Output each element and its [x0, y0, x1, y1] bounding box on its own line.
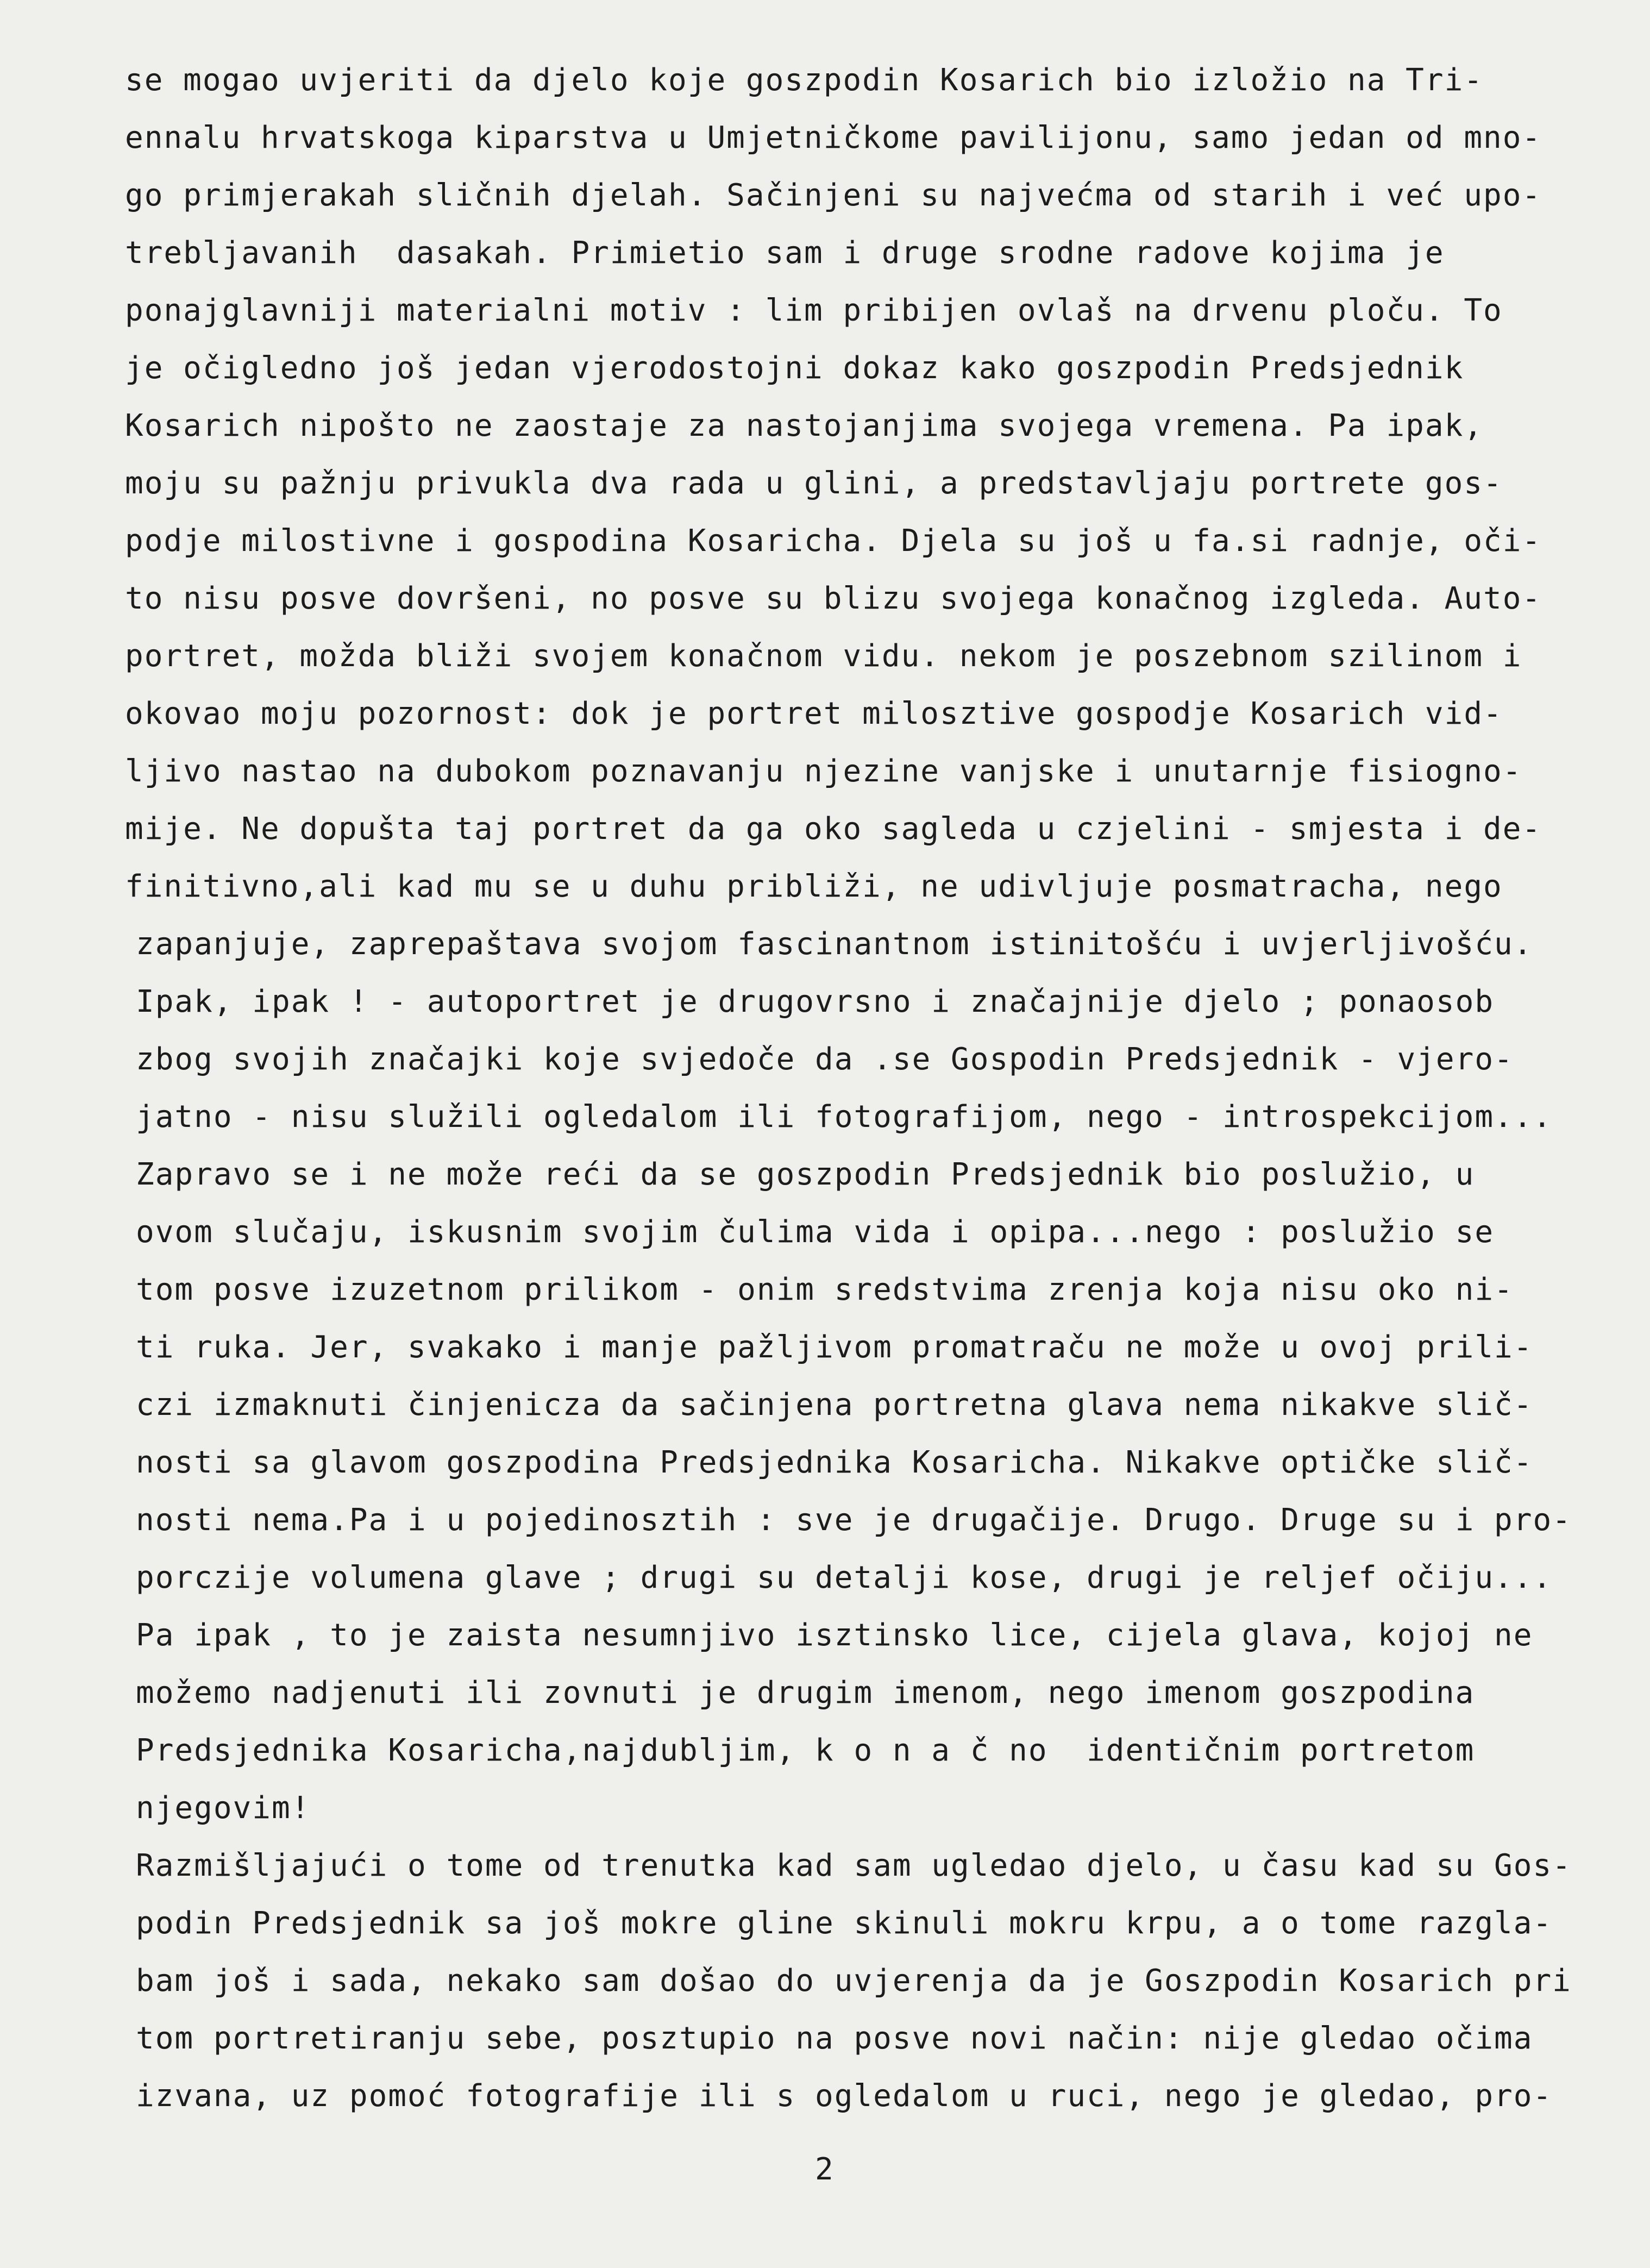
text-line: bam još i sada, nekako sam došao do uvjerenja da je Goszpodin Kosarich pri [136, 1963, 1572, 1998]
text-line: zbog svojih značajki koje svjedoče da .se Gospodin Predsjednik - vjero- [136, 1042, 1514, 1077]
text-line: je očigledno još jedan vjerodostojni dokaz kako goszpodin Predsjednik [125, 350, 1464, 386]
text-line: podin Predsjednik sa još mokre gline skinuli mokru krpu, a o tome razgla- [136, 1906, 1553, 1941]
text-line: trebljavanih dasakah. Primietio sam i druge srodne radove kojima je [125, 235, 1445, 271]
text-line: go primjerakah sličnih djelah. Sačinjeni su najvećma od starih i već upo- [125, 178, 1542, 213]
text-line: ti ruka. Jer, svakako i manje pažljivom promatraču ne može u ovoj prili- [136, 1330, 1533, 1365]
text-line: ponajglavniji materialni motiv : lim pribijen ovlaš na drvenu ploču. To [125, 293, 1503, 328]
text-line: Pa ipak , to je zaista nesumnjivo isztinsko lice, cijela glava, kojoj ne [136, 1618, 1533, 1653]
text-line: portret, možda bliži svojem konačnom vidu. nekom je poszebnom szilinom i [125, 638, 1522, 674]
text-line: njegovim! [136, 1790, 311, 1826]
text-line: jatno - nisu služili ogledalom ili fotografijom, nego - introspekcijom... [136, 1099, 1553, 1135]
text-line: zapanjuje, zaprepaštava svojom fascinantnom istinitošću i uvjerljivošću. [136, 926, 1533, 962]
page-number: 2 [815, 2152, 833, 2187]
text-line: finitivno,ali kad mu se u duhu približi, ne udivljuje posmatracha, nego [125, 869, 1503, 904]
text-line: možemo nadjenuti ili zovnuti je drugim imenom, nego imenom goszpodina [136, 1675, 1475, 1711]
text-line: Zapravo se i ne može reći da se goszpodin Predsjednik bio poslužio, u [136, 1157, 1475, 1192]
text-line: izvana, uz pomoć fotografije ili s ogledalom u ruci, nego je gledao, pro- [136, 2078, 1553, 2114]
text-line: Kosarich nipošto ne zaostaje za nastojanjima svojega vremena. Pa ipak, [125, 408, 1484, 443]
text-line: czi izmaknuti činjenicza da sačinjena portretna glava nema nikakve slič- [136, 1387, 1533, 1423]
text-line: to nisu posve dovršeni, no posve su blizu svojega konačnog izgleda. Auto- [125, 581, 1542, 616]
text-line: tom portretiranju sebe, posztupio na posve novi način: nije gledao očima [136, 2021, 1533, 2056]
text-line: mije. Ne dopušta taj portret da ga oko sagleda u czjelini - smjesta i de- [125, 811, 1542, 847]
text-line: okovao moju pozornost: dok je portret milosztive gospodje Kosarich vid- [125, 696, 1503, 731]
text-line: ljivo nastao na dubokom poznavanju njezine vanjske i unutarnje fisiogno- [125, 754, 1522, 789]
text-line: nosti sa glavom goszpodina Predsjednika Kosaricha. Nikakve optičke slič- [136, 1445, 1533, 1480]
text-line: tom posve izuzetnom prilikom - onim sredstvima zrenja koja nisu oko ni- [136, 1272, 1514, 1307]
text-line: podje milostivne i gospodina Kosaricha. Djela su još u fa.si radnje, oči- [125, 523, 1542, 559]
text-line: Razmišljajući o tome od trenutka kad sam ugledao djelo, u času kad su Gos- [136, 1848, 1572, 1883]
text-line: se mogao uvjeriti da djelo koje goszpodin Kosarich bio izložio na Tri- [125, 62, 1484, 98]
text-line: porczije volumena glave ; drugi su detalji kose, drugi je reljef očiju... [136, 1560, 1553, 1595]
text-line: Predsjednika Kosaricha,najdubljim, k o n a č no identičnim portretom [136, 1733, 1475, 1768]
text-line: ennalu hrvatskoga kiparstva u Umjetničkome pavilijonu, samo jedan od mno- [125, 120, 1542, 155]
text-line: moju su pažnju privukla dva rada u glini, a predstavljaju portrete gos- [125, 466, 1503, 501]
text-line: nosti nema.Pa i u pojedinosztih : sve je drugačije. Drugo. Druge su i pro- [136, 1502, 1572, 1538]
text-line: ovom slučaju, iskusnim svojim čulima vida i opipa...nego : poslužio se [136, 1214, 1495, 1250]
text-line: Ipak, ipak ! - autoportret je drugovrsno i značajnije djelo ; ponaosob [136, 984, 1495, 1019]
